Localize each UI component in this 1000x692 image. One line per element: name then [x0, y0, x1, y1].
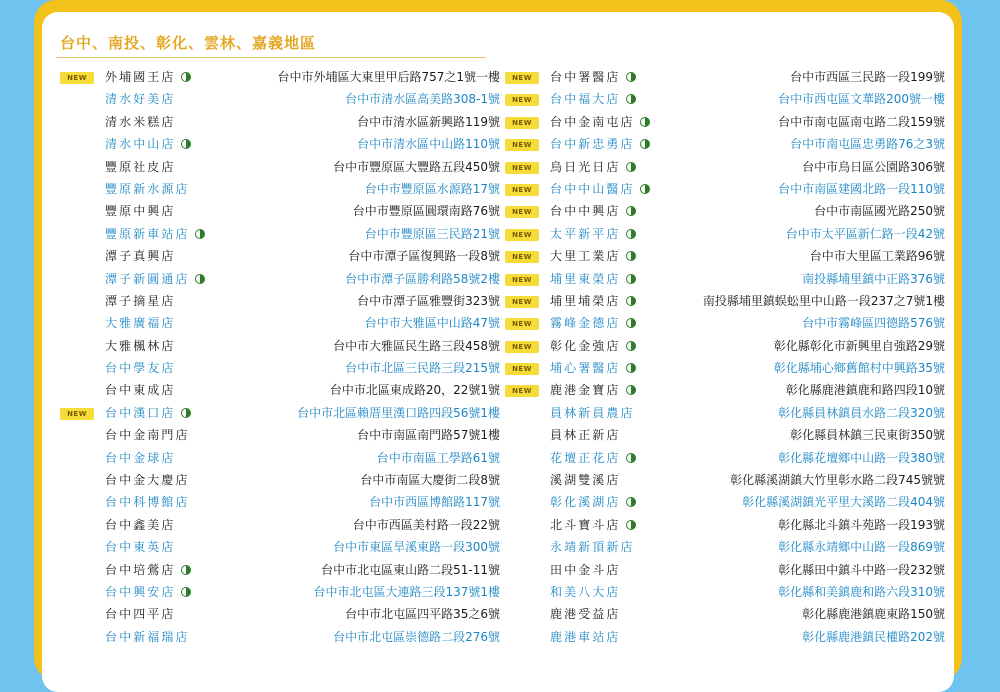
store-name-text: 埔里埔榮店 [550, 293, 621, 308]
store-name-text: 和美八大店 [550, 584, 621, 599]
store-name-text: 清水中山店 [105, 137, 176, 152]
store-row [60, 223, 500, 245]
store-name[interactable] [105, 268, 205, 290]
store-name-text: 太平新平店 [550, 226, 621, 241]
store-row [60, 290, 500, 312]
store-row [60, 200, 500, 222]
store-row [505, 379, 945, 401]
store-name [105, 469, 190, 491]
store-row [60, 447, 500, 469]
store-row [60, 111, 500, 133]
store-name-text: 大里工業店 [550, 249, 621, 264]
store-name[interactable] [550, 223, 636, 245]
store-name-text: 埔里東榮店 [550, 271, 621, 286]
store-name[interactable] [550, 312, 636, 334]
store-address: 台中市清水區新興路119號 [357, 114, 500, 129]
store-name[interactable] [105, 447, 176, 469]
store-name-text: 霧峰金德店 [550, 316, 621, 331]
store-row [505, 469, 945, 491]
store-row [505, 88, 945, 110]
region-title: 台中、南投、彰化、雲林、嘉義地區 [60, 34, 317, 52]
store-name [550, 335, 636, 357]
store-name-text: 台中新福瑞店 [105, 629, 190, 644]
store-name [105, 156, 176, 178]
new-badge: NEW [505, 341, 539, 353]
half-circle-icon [626, 296, 636, 306]
store-row [60, 245, 500, 267]
store-name-text: 外埔國王店 [105, 70, 176, 84]
store-row [60, 491, 500, 513]
store-address: 彰化縣田中鎮斗中路一段232號 [778, 562, 945, 577]
store-name [550, 603, 621, 625]
store-row [505, 111, 945, 133]
store-address[interactable]: 彰化縣溪湖鎮光平里大溪路二段404號 [742, 495, 945, 510]
store-list-panel [42, 12, 954, 692]
store-row [505, 223, 945, 245]
half-circle-icon [626, 94, 636, 104]
half-circle-icon [181, 408, 191, 418]
store-name[interactable] [550, 88, 636, 110]
store-address: 台中市烏日區公園路306號 [802, 159, 945, 174]
store-row [505, 424, 945, 446]
store-row [60, 469, 500, 491]
store-name [105, 66, 191, 88]
half-circle-icon [195, 229, 205, 239]
half-circle-icon [626, 363, 636, 373]
store-address[interactable]: 台中市豐原區三民路21號 [364, 226, 500, 241]
store-name-text: 大雅廣福店 [105, 316, 176, 331]
new-badge: NEW [505, 206, 539, 218]
new-badge: NEW [505, 385, 539, 397]
store-name-text: 鹿港車站店 [550, 629, 621, 644]
store-name[interactable] [105, 178, 190, 200]
half-circle-icon [626, 385, 636, 395]
store-name [105, 290, 176, 312]
half-circle-icon [181, 72, 191, 82]
new-badge: NEW [505, 229, 539, 241]
store-address[interactable]: 台中市東區旱溪東路一段300號 [333, 540, 500, 555]
store-name-text: 豐原新車站店 [105, 226, 190, 241]
store-name [105, 424, 190, 446]
store-name [550, 514, 636, 536]
store-name [550, 200, 636, 222]
half-circle-icon [181, 565, 191, 575]
store-row [505, 178, 945, 200]
store-name-text: 員林正新店 [550, 428, 621, 443]
store-row [60, 536, 500, 558]
store-address[interactable]: 彰化縣鹿港鎮民權路202號 [802, 629, 945, 644]
store-name-text: 大雅楓林店 [105, 338, 176, 353]
store-name [105, 200, 176, 222]
store-name-text: 永靖新頂新店 [550, 540, 635, 555]
store-name-text: 清水好美店 [105, 92, 176, 107]
half-circle-icon [626, 162, 636, 172]
store-address: 彰化縣鹿港鎮鹿和路四段10號 [785, 383, 945, 398]
store-row [60, 268, 500, 290]
store-name-text: 清水米糕店 [105, 114, 176, 129]
store-name [550, 290, 636, 312]
store-name[interactable] [550, 536, 635, 558]
store-name-text: 台中學友店 [105, 361, 176, 376]
store-row [505, 245, 945, 267]
store-row [505, 559, 945, 581]
store-address: 台中市南區大慶街二段8號 [360, 473, 500, 488]
store-name[interactable] [550, 178, 650, 200]
store-name [105, 111, 176, 133]
store-row [60, 66, 500, 88]
store-row [505, 514, 945, 536]
store-row [505, 581, 945, 603]
store-row [505, 268, 945, 290]
title-divider [56, 57, 486, 58]
store-name-text: 鹿港受益店 [550, 607, 621, 622]
store-address[interactable]: 彰化縣和美鎮鹿和路六段310號 [778, 584, 945, 599]
store-address: 台中市北屯區東山路二段51-11號 [321, 562, 500, 577]
store-name [550, 245, 636, 267]
store-name [550, 469, 621, 491]
store-name-text: 田中金斗店 [550, 562, 621, 577]
store-name[interactable] [105, 491, 190, 513]
store-address[interactable]: 台中市南屯區忠勇路76之3號 [790, 137, 945, 152]
store-name[interactable] [550, 268, 636, 290]
store-address[interactable]: 台中市大雅區中山路47號 [364, 316, 500, 331]
new-badge: NEW [60, 408, 94, 420]
store-name[interactable] [550, 402, 635, 424]
new-badge: NEW [505, 296, 539, 308]
store-name [105, 245, 176, 267]
store-name-text: 台中署醫店 [550, 70, 621, 84]
new-badge: NEW [505, 94, 539, 106]
store-row [60, 559, 500, 581]
store-address[interactable]: 台中市南區建國北路一段110號 [778, 181, 945, 196]
store-row [60, 514, 500, 536]
store-name-text: 彰化溪湖店 [550, 495, 621, 510]
store-row [60, 88, 500, 110]
store-name-text: 台中金大慶店 [105, 473, 190, 488]
half-circle-icon [626, 72, 636, 82]
store-name-text: 台中東成店 [105, 383, 176, 398]
store-name [105, 603, 176, 625]
store-name-text: 埔心署醫店 [550, 361, 621, 376]
store-row [60, 156, 500, 178]
store-name-text: 台中福大店 [550, 92, 621, 107]
store-name-text: 台中四平店 [105, 607, 176, 622]
store-address[interactable]: 台中市潭子區勝利路58號2樓 [345, 271, 500, 286]
store-row [505, 447, 945, 469]
store-name-text: 台中科博館店 [105, 495, 190, 510]
store-row [60, 424, 500, 446]
half-circle-icon [626, 229, 636, 239]
store-name [105, 379, 176, 401]
store-name [550, 66, 636, 88]
store-row [60, 335, 500, 357]
store-name-text: 台中培鶯店 [105, 562, 176, 577]
store-name[interactable] [550, 491, 636, 513]
store-address[interactable]: 台中市南區工學路61號 [376, 450, 500, 465]
store-row [60, 178, 500, 200]
store-name[interactable] [105, 626, 190, 648]
store-address[interactable]: 台中市北區三民路三段215號 [345, 361, 500, 376]
half-circle-icon [640, 184, 650, 194]
store-name-text: 溪湖雙溪店 [550, 473, 621, 488]
store-address[interactable]: 南投縣埔里鎮中正路376號 [802, 271, 945, 286]
new-badge: NEW [505, 117, 539, 129]
store-name-text: 烏日光日店 [550, 159, 621, 174]
store-address[interactable]: 彰化縣永靖鄉中山路一段869號 [778, 540, 945, 555]
store-name[interactable] [105, 223, 205, 245]
store-name-text: 台中東英店 [105, 540, 176, 555]
store-address: 台中市潭子區雅豐街323號 [357, 293, 500, 308]
store-address: 台中市豐原區圓環南路76號 [352, 204, 500, 219]
store-row [505, 335, 945, 357]
store-address[interactable]: 台中市霧峰區四德路576號 [802, 316, 945, 331]
store-row [60, 581, 500, 603]
store-address: 彰化縣北斗鎮斗苑路一段193號 [778, 517, 945, 532]
new-badge: NEW [505, 318, 539, 330]
store-address: 台中市豐原區大豐路五段450號 [333, 159, 500, 174]
half-circle-icon [626, 497, 636, 507]
store-row [505, 402, 945, 424]
store-address[interactable]: 台中市清水區高美路308-1號 [345, 92, 500, 107]
store-address: 彰化縣員林鎮三民東街350號 [790, 428, 945, 443]
store-address: 台中市北屯區四平路35之6號 [345, 607, 500, 622]
store-name-text: 台中金南門店 [105, 428, 190, 443]
store-name-text: 潭子摘星店 [105, 293, 176, 308]
store-name-text: 台中金球店 [105, 450, 176, 465]
store-address: 台中市大里區工業路96號 [809, 249, 945, 264]
store-name [550, 424, 621, 446]
store-address: 台中市西區三民路一段199號 [790, 70, 945, 84]
store-name-text: 豐原中興店 [105, 204, 176, 219]
store-column-right [505, 66, 945, 648]
new-badge: NEW [505, 139, 539, 151]
store-row [505, 312, 945, 334]
store-name[interactable] [550, 447, 636, 469]
half-circle-icon [626, 251, 636, 261]
new-badge: NEW [60, 72, 94, 84]
store-name[interactable] [105, 581, 191, 603]
store-address[interactable]: 台中市太平區新仁路一段42號 [785, 226, 945, 241]
store-address[interactable]: 彰化縣埔心鄉舊館村中興路35號 [773, 361, 945, 376]
store-name [550, 111, 650, 133]
store-name-text: 台中中興店 [550, 204, 621, 219]
half-circle-icon [195, 274, 205, 284]
store-name-text: 北斗寶斗店 [550, 517, 621, 532]
store-row [505, 133, 945, 155]
store-row [505, 626, 945, 648]
store-row [60, 626, 500, 648]
store-row [505, 290, 945, 312]
store-row [505, 357, 945, 379]
store-row [60, 357, 500, 379]
store-name [550, 559, 621, 581]
store-name[interactable] [105, 88, 176, 110]
store-name[interactable] [550, 133, 650, 155]
store-row [505, 491, 945, 513]
half-circle-icon [626, 520, 636, 530]
store-address: 台中市大雅區民生路三段458號 [333, 338, 500, 353]
store-name-text: 潭子新圓通店 [105, 271, 190, 286]
new-badge: NEW [505, 72, 539, 84]
store-address[interactable]: 台中市北屯區崇德路二段276號 [333, 629, 500, 644]
store-name [105, 559, 191, 581]
store-row [60, 312, 500, 334]
store-name[interactable] [105, 133, 191, 155]
store-address[interactable]: 台中市清水區中山路110號 [357, 137, 500, 152]
store-address: 台中市潭子區復興路一段8號 [348, 249, 500, 264]
store-name-text: 花壇正花店 [550, 450, 621, 465]
store-row [60, 402, 500, 424]
store-row [505, 156, 945, 178]
store-address[interactable]: 台中市西區博館路117號 [369, 495, 500, 510]
store-address: 台中市南區國光路250號 [814, 204, 945, 219]
store-name-text: 員林新員農店 [550, 405, 635, 420]
store-row [505, 603, 945, 625]
store-name[interactable] [550, 581, 621, 603]
store-address: 台中市西區美村路一段22號 [352, 517, 500, 532]
store-name-text: 彰化金強店 [550, 338, 621, 353]
store-name-text: 台中新忠勇店 [550, 137, 635, 152]
store-name-text: 鹿港金寶店 [550, 383, 621, 398]
store-name [105, 514, 176, 536]
store-row [505, 66, 945, 88]
store-address: 南投縣埔里鎮蜈蚣里中山路一段237之7號1樓 [702, 293, 945, 308]
half-circle-icon [626, 453, 636, 463]
half-circle-icon [626, 274, 636, 284]
half-circle-icon [640, 139, 650, 149]
store-name-text: 潭子真興店 [105, 249, 176, 264]
store-name-text: 台中興安店 [105, 584, 176, 599]
store-address: 彰化縣溪湖鎮大竹里彰水路二段745號號 [730, 473, 945, 488]
new-badge: NEW [505, 274, 539, 286]
store-name[interactable] [105, 402, 191, 424]
store-name-text: 台中中山醫店 [550, 181, 635, 196]
store-address[interactable]: 台中市豐原區水源路17號 [364, 181, 500, 196]
store-name-text: 台中金南屯店 [550, 114, 635, 129]
half-circle-icon [626, 341, 636, 351]
new-badge: NEW [505, 184, 539, 196]
half-circle-icon [181, 139, 191, 149]
store-name[interactable] [550, 357, 636, 379]
store-row [60, 379, 500, 401]
store-address: 台中市南區南門路57號1樓 [357, 428, 500, 443]
store-name[interactable] [105, 357, 176, 379]
store-row [60, 133, 500, 155]
store-name-text: 豐原社皮店 [105, 159, 176, 174]
store-name [550, 379, 636, 401]
store-address[interactable]: 台中市北區賴厝里漢口路四段56號1樓 [297, 405, 500, 420]
store-address: 台中市外埔區大東里甲后路757之1號一樓 [277, 70, 500, 84]
store-column-left [60, 66, 500, 648]
store-address[interactable]: 彰化縣員林鎮員水路二段320號 [778, 405, 945, 420]
store-name-text: 台中漢口店 [105, 405, 176, 420]
store-name-text: 豐原新水源店 [105, 181, 190, 196]
store-name[interactable] [105, 536, 176, 558]
store-address[interactable]: 台中市北屯區大連路三段137號1樓 [313, 584, 500, 599]
store-row [505, 200, 945, 222]
store-name[interactable] [550, 626, 621, 648]
half-circle-icon [640, 117, 650, 127]
store-name[interactable] [105, 312, 176, 334]
half-circle-icon [181, 587, 191, 597]
store-address[interactable]: 台中市西屯區文華路200號一樓 [778, 92, 945, 107]
store-address: 彰化縣彰化市新興里自強路29號 [773, 338, 945, 353]
store-name-text: 台中鑫美店 [105, 517, 176, 532]
store-row [505, 536, 945, 558]
store-name [550, 156, 636, 178]
store-address[interactable]: 彰化縣花壇鄉中山路一段380號 [778, 450, 945, 465]
new-badge: NEW [505, 363, 539, 375]
half-circle-icon [626, 318, 636, 328]
store-name [105, 335, 176, 357]
half-circle-icon [626, 206, 636, 216]
store-row [60, 603, 500, 625]
store-address: 台中市南屯區南屯路二段159號 [778, 114, 945, 129]
new-badge: NEW [505, 251, 539, 263]
store-address: 彰化縣鹿港鎮鹿東路150號 [802, 607, 945, 622]
new-badge: NEW [505, 162, 539, 174]
store-address: 台中市北區東成路20，22號1號 [329, 383, 500, 398]
